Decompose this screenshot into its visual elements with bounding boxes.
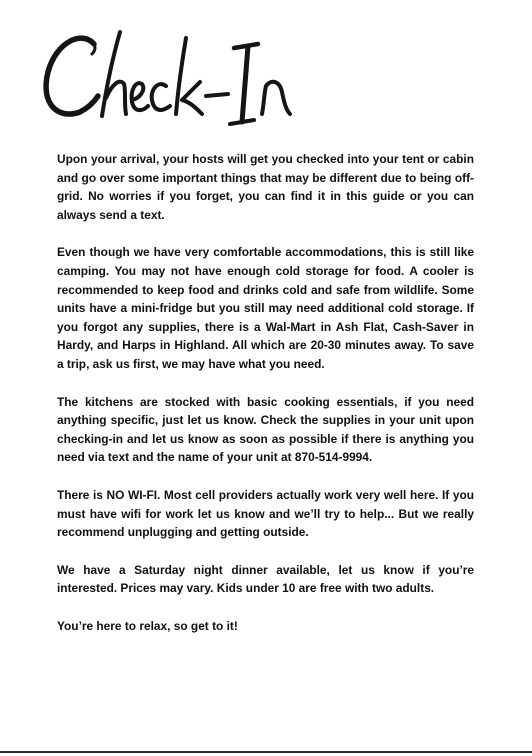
paragraph-kitchens: The kitchens are stocked with basic cooking essentials, if you need anything specific, just let us know. Check the supplies in your unit upon checking-in and let us know as soon as possible if there is anything you need via text and the name of your unit at 870-514-9994. <box>57 394 474 465</box>
page-bottom-divider <box>0 751 532 753</box>
page-title <box>36 20 296 130</box>
handwritten-title-lettering <box>36 20 296 130</box>
paragraph-arrival: Upon your arrival, your hosts will get you checked into your tent or cabin and go over some important things that may be different due to being off-grid. No worries if you forget, you can find it in this guide or you can always send a text. <box>57 152 474 222</box>
paragraph-wifi: There is NO WI-FI. Most cell providers actually work very well here. If you must have wifi for work let us know and we’ll try to help... But we really recommend unplugging and getting outside. <box>57 487 474 540</box>
paragraph-dinner: We have a Saturday night dinner available, let us know if you’re interested. Prices may vary. Kids under 10 are free with two adults. <box>57 562 474 596</box>
paragraph-cold-storage: Even though we have very comfortable accommodations, this is still like camping. You may not have enough cold storage for food. A cooler is recommended to keep food and drinks cold and safe from wildlife. Some units have a mini-fridge but you still may need additional cold storage. If you forgot any supplies, there is a Wal-Mart in Ash Flat, Cash-Saver in Hardy, and Harps in Highland. All which are 20-30 minutes away. To save a trip, ask us first, we may have what you need. <box>57 245 474 371</box>
paragraph-relax: You’re here to relax, so get to it! <box>57 618 238 633</box>
guide-text <box>57 150 474 654</box>
